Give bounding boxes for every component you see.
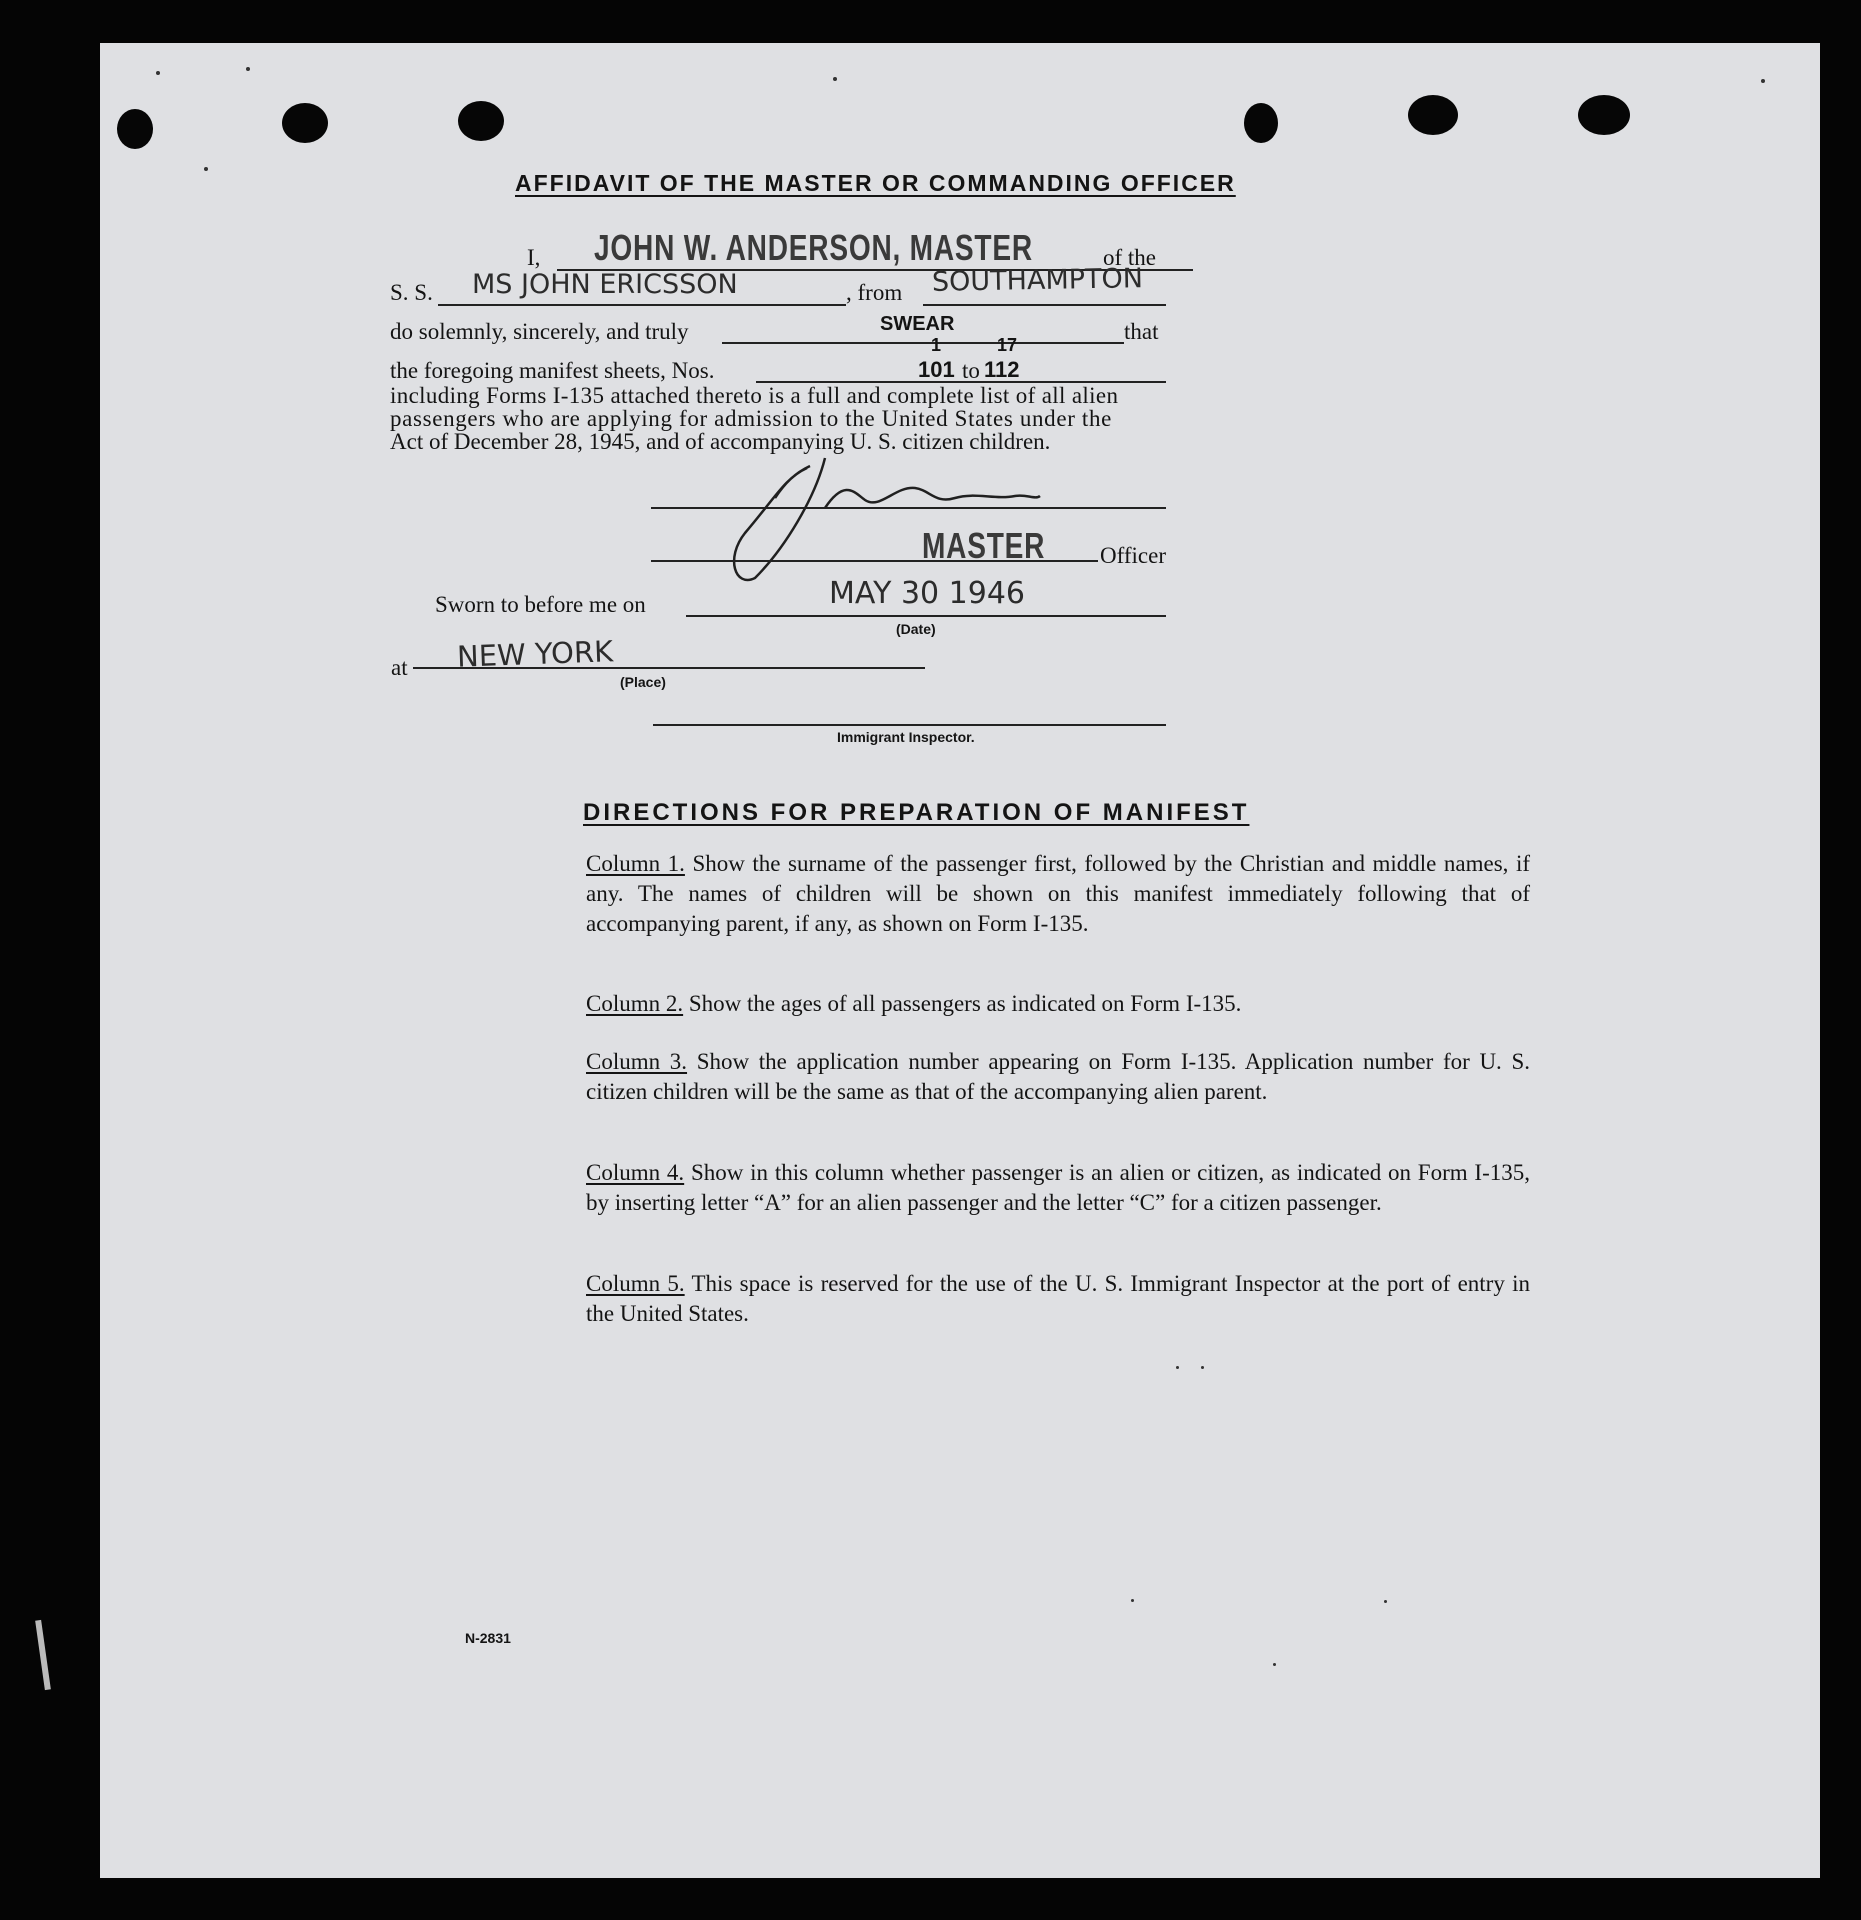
speck [1176,1366,1179,1369]
ship-name-stamp: MS JOHN ERICSSON [472,269,738,300]
column-4-text: Show in this column whether passenger is an alien or citizen, as indicated on Form I-135, by inserting letter “A” for an alien passenger and the letter “C” for a citizen passenger. [586,1160,1530,1215]
speck [1273,1663,1276,1666]
punch-hole [1408,95,1458,135]
punch-hole [458,101,504,141]
column-3-paragraph [586,1047,1530,1107]
directions-title: DIRECTIONS FOR PREPARATION OF MANIFEST [583,799,1250,826]
body-line-2: passengers who are applying for admission to the United States under the [390,406,1112,431]
at-label: at [391,655,408,680]
port-rule [923,304,1166,306]
column-5-text: This space is reserved for the use of the U. S. Immigrant Inspector at the port of entry in the United States. [586,1271,1530,1326]
oath-rule [722,342,1124,344]
port-from-stamp: SOUTHAMPTON [931,263,1144,298]
border-mark [35,1620,51,1690]
of-the-label: of the [1103,245,1157,270]
column-3-label: Column 3. [586,1049,688,1074]
column-2-text: Show the ages of all passengers as indicated on Form I-135. [688,991,1242,1016]
speck [156,71,160,75]
ss-label: S. S. [390,280,433,305]
speck [833,77,837,81]
body-line-3: Act of December 28, 1945, and of accompanying U. S. citizen children. [390,429,1051,454]
punch-hole [117,109,153,149]
column-5-label: Column 5. [586,1271,685,1296]
punch-hole [282,103,328,143]
sheet-from-hand: 1 [931,335,942,355]
speck [1131,1599,1134,1602]
speck [246,67,250,71]
column-2-label: Column 2. [586,991,684,1016]
place-stamp: NEW YORK [456,634,614,674]
affidavit-title: AFFIDAVIT OF THE MASTER OR COMMANDING OFFICER [515,170,1236,196]
officer-title-stamp: MASTER [922,525,1046,566]
officer-label: Officer [1100,543,1166,568]
column-2-paragraph [586,989,1530,1019]
solemnly-text: do solemnly, sincerely, and truly [390,319,689,344]
punch-hole [1578,95,1630,135]
date-rule [686,615,1166,617]
to-label: to [962,358,980,383]
ship-rule [438,304,846,306]
i-label: I, [527,245,541,270]
sworn-date-stamp: MAY 30 1946 [829,576,1025,611]
body-line-1: including Forms I-135 attached thereto is a full and complete list of all alien [390,383,1119,408]
speck [1761,79,1765,83]
column-1-text: Show the surname of the passenger first, followed by the Christian and middle names, if any. The names of children will be shown on this manifest immediately following that of accompanying parent, if any, as shown on Form I-135. [586,851,1531,936]
sworn-label: Sworn to before me on [435,592,646,617]
speck [1384,1600,1387,1603]
inspector-rule [653,724,1166,726]
column-4-label: Column 4. [586,1160,685,1185]
that-label: that [1124,319,1159,344]
master-name-stamp: JOHN W. ANDERSON, MASTER [594,227,1033,268]
column-5-paragraph [586,1269,1530,1329]
from-label: , from [846,280,903,305]
sheet-from: 101 [918,357,955,382]
column-3-text: Show the application number appearing on Form I-135. Application number for U. S. citizen children will be the same as that of the accompanying alien parent. [586,1049,1531,1104]
column-1-paragraph [586,849,1530,939]
speck [204,167,208,171]
column-4-paragraph [586,1158,1530,1218]
punch-hole [1244,103,1278,143]
sheets-text: the foregoing manifest sheets, Nos. [390,358,715,383]
document-sheet [100,43,1820,1878]
place-caption: (Place) [620,674,666,690]
inspector-caption: Immigrant Inspector. [837,729,975,745]
date-caption: (Date) [896,621,936,637]
sheet-to: 112 [984,357,1020,382]
column-1-label: Column 1. [586,851,685,876]
sheet-to-hand: 17 [997,335,1018,355]
form-code: N-2831 [465,1630,511,1646]
oath-word: SWEAR [880,313,955,335]
speck [1201,1366,1204,1369]
